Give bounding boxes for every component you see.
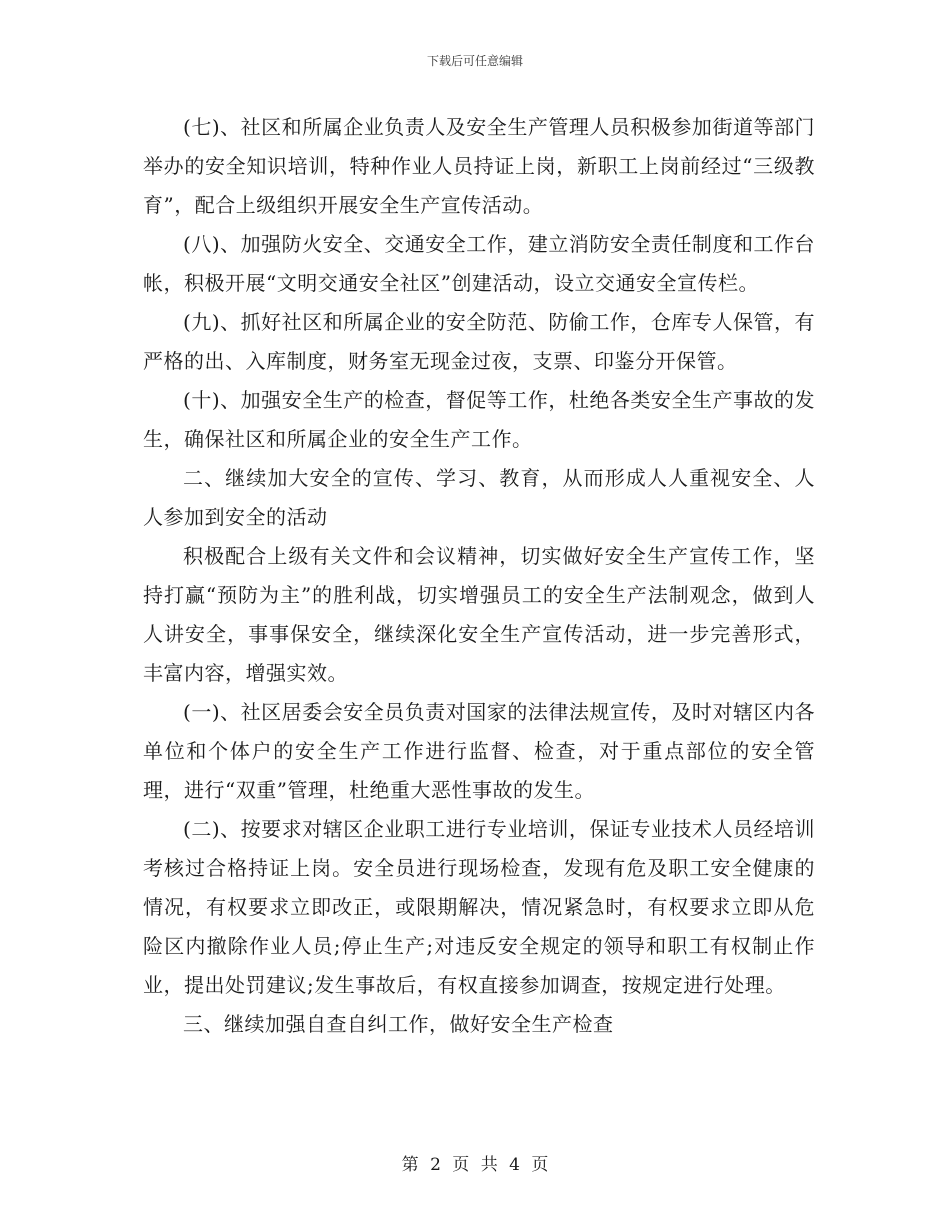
- paragraph-9: (九)、抓好社区和所属企业的安全防范、防偷工作，仓库专人保管，有严格的出、入库制度，财务室无现金过夜，支票、印鉴分开保管。: [143, 310, 815, 373]
- paragraph-10: (十)、加强安全生产的检查，督促等工作，杜绝各类安全生产事故的发生，确保社区和所属企业的安全生产工作。: [143, 388, 815, 451]
- paragraph-8: (八)、加强防火安全、交通安全工作，建立消防安全责任制度和工作台帐，积极开展“文明交通安全社区”创建活动，设立交通安全宣传栏。: [143, 232, 815, 295]
- paragraph-1: (一)、社区居委会安全员负责对国家的法律法规宣传，及时对辖区内各单位和个体户的安全生产工作进行监督、检查，对于重点部位的安全管理，进行“双重”管理，杜绝重大恶性事故的发生。: [143, 700, 815, 802]
- page-footer: 第 2 页 共 4 页: [401, 1155, 549, 1175]
- paragraph-2: (二)、按要求对辖区企业职工进行专业培训，保证专业技术人员经培训考核过合格持证上岗。安全员进行现场检查，发现有危及职工安全健康的情况，有权要求立即改正，或限期解决，情况紧急时，有权要求立即从危险区内撤除作业人员;停止生产;对违反安全规定的领导和职工有权制止作业，提出处罚建议;发生事故后，有权直接参加调查，按规定进行处理。: [143, 817, 815, 997]
- section-heading-2: 二、继续加大安全的宣传、学习、教育，从而形成人人重视安全、人人参加到安全的活动: [143, 466, 815, 529]
- paragraph-7: (七)、社区和所属企业负责人及安全生产管理人员积极参加街道等部门举办的安全知识培训，特种作业人员持证上岗，新职工上岗前经过“三级教育”，配合上级组织开展安全生产宣传活动。: [143, 115, 815, 217]
- document-body: [143, 108, 815, 1044]
- section-heading-3: 三、继续加强自查自纠工作，做好安全生产检查: [183, 1012, 614, 1036]
- page-header: 下载后可任意编辑: [426, 54, 523, 68]
- paragraph-intro: 积极配合上级有关文件和会议精神，切实做好安全生产宣传工作，坚持打赢“预防为主”的胜利战，切实增强员工的安全生产法制观念，做到人人讲安全，事事保安全，继续深化安全生产宣传活动，进一步完善形式，丰富内容，增强实效。: [143, 544, 815, 685]
